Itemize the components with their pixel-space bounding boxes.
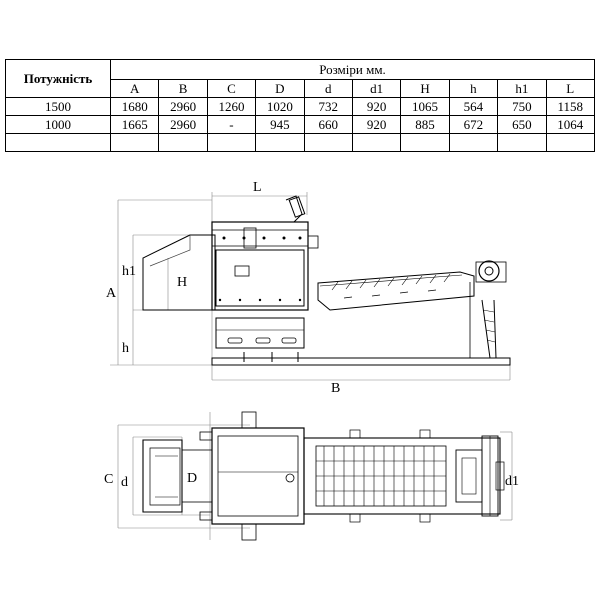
value-cell: 1064 [546,116,594,134]
col-header: H [401,80,449,98]
value-cell: 2960 [159,116,207,134]
value-cell: 1260 [207,98,255,116]
col-header: B [159,80,207,98]
dim-label-d: d [121,475,128,490]
col-header: L [546,80,594,98]
value-cell: 1680 [111,98,159,116]
value-cell: 2960 [159,98,207,116]
side-view [110,192,510,380]
value-cell: 1665 [111,116,159,134]
power-cell: 1500 [6,98,111,116]
dimensions-header: Розміри мм. [111,60,595,80]
power-cell: 1000 [6,116,111,134]
power-header: Потужність [6,60,111,98]
dim-label-h: h [122,341,129,356]
value-cell: 920 [352,98,400,116]
value-cell: 1158 [546,98,594,116]
value-cell: 660 [304,116,352,134]
value-cell: 1020 [256,98,304,116]
col-header: h1 [498,80,546,98]
col-header: A [111,80,159,98]
dim-label-B: B [331,381,341,396]
col-header: C [207,80,255,98]
col-header: h [449,80,497,98]
dim-label-H: H [177,275,188,290]
col-header: D [256,80,304,98]
value-cell: 1065 [401,98,449,116]
dim-label-d1: d1 [505,474,519,489]
col-header: d [304,80,352,98]
value-cell: 750 [498,98,546,116]
value-cell: 564 [449,98,497,116]
dim-label-D: D [187,471,198,486]
value-cell: 672 [449,116,497,134]
value-cell: 732 [304,98,352,116]
value-cell: 650 [498,116,546,134]
value-cell: 945 [256,116,304,134]
value-cell: - [207,116,255,134]
dim-label-C: C [104,472,114,487]
dim-label-h1: h1 [122,264,136,279]
dim-label-L: L [253,180,262,195]
value-cell: 920 [352,116,400,134]
col-header: d1 [352,80,400,98]
top-view [118,412,512,540]
dim-label-A: A [106,286,117,301]
value-cell: 885 [401,116,449,134]
